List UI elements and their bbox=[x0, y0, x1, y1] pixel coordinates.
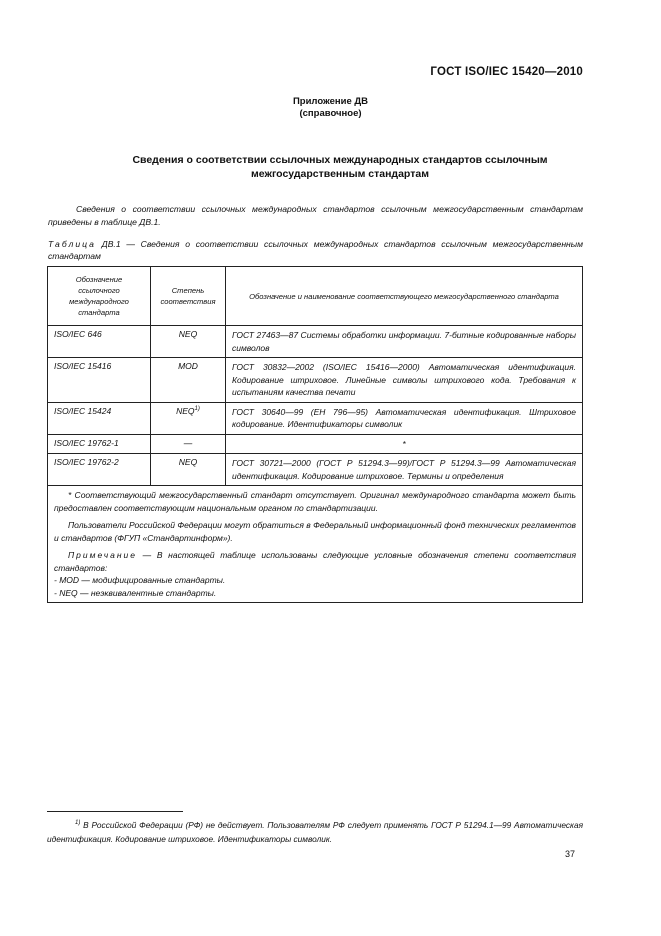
table-caption-text: ДВ.1 — Сведения о соответствии ссылочных международных стандартов ссылочным межгосударственным стандартам bbox=[48, 239, 583, 261]
table-caption-prefix: Таблица bbox=[48, 239, 96, 249]
note-remark bbox=[54, 549, 576, 574]
note-mod: - MOD — модифицированные стандарты. bbox=[54, 575, 226, 585]
footnote-ref-marker: 1) bbox=[194, 405, 200, 412]
cell-degree bbox=[151, 434, 226, 454]
cell-standard: * bbox=[226, 434, 583, 454]
table-notes-row bbox=[48, 486, 583, 603]
cell-ref: ISO/IEC 15424 bbox=[48, 402, 151, 434]
cell-standard: ГОСТ 27463—87 Системы обработки информации. 7-битные кодированные наборы символов bbox=[226, 326, 583, 358]
degree-value: NEQ bbox=[178, 457, 198, 467]
standards-table bbox=[47, 266, 583, 603]
section-title-line1: Сведения о соответствии ссылочных международных стандартов ссылочным bbox=[132, 154, 548, 166]
footnote-marker: 1) bbox=[75, 820, 81, 826]
table-row bbox=[48, 358, 583, 403]
document-standard-header: ГОСТ ISO/IEC 15420—2010 bbox=[430, 66, 583, 78]
table-notes bbox=[48, 486, 583, 603]
header-standard: Обозначение и наименование соответствующего межгосударственного стандарта bbox=[226, 267, 583, 326]
table-row bbox=[48, 454, 583, 486]
degree-value: — bbox=[183, 437, 193, 448]
degree-value: NEQ bbox=[176, 405, 195, 416]
table-row bbox=[48, 434, 583, 454]
page-number: 37 bbox=[564, 849, 575, 859]
cell-ref: ISO/IEC 19762-1 bbox=[48, 434, 151, 454]
table-row bbox=[48, 402, 583, 434]
cell-standard: ГОСТ 30640—99 (ЕН 796—95) Автоматическая идентификация. Штриховое кодирование. Идентификаторы символик bbox=[226, 402, 583, 434]
section-title-line2: межгосударственным стандартам bbox=[251, 168, 429, 180]
table-header-row bbox=[48, 267, 583, 326]
table-row bbox=[48, 326, 583, 358]
footnote bbox=[47, 816, 583, 846]
footnote-divider bbox=[47, 811, 183, 812]
cell-ref: ISO/IEC 19762-2 bbox=[48, 454, 151, 486]
cell-degree bbox=[151, 402, 226, 434]
note-star: * Соответствующий межгосударственный стандарт отсутствует. Оригинал международного стандарта может быть предоставлен соответствующим национальным органом по стандартизации. bbox=[54, 490, 576, 513]
cell-degree bbox=[151, 454, 226, 486]
cell-ref: ISO/IEC 15416 bbox=[48, 358, 151, 403]
table-caption bbox=[48, 238, 583, 262]
header-ref: Обозначение ссылочного международного стандарта bbox=[48, 267, 151, 326]
cell-standard: ГОСТ 30832—2002 (ISO/IEC 15416—2000) Автоматическая идентификация. Кодирование штриховое. Линейные символы штрихового кода. Требования к испытаниям качества печати bbox=[226, 358, 583, 403]
cell-degree bbox=[151, 326, 226, 358]
note-neq: - NEQ — неэквивалентные стандарты. bbox=[54, 587, 217, 598]
cell-degree bbox=[151, 358, 226, 403]
section-title bbox=[60, 153, 620, 181]
header-degree: Степень соответствия bbox=[151, 267, 226, 326]
note-remark-prefix: Примечание bbox=[68, 550, 137, 560]
cell-ref: ISO/IEC 646 bbox=[48, 326, 151, 358]
note-users: Пользователи Российской Федерации могут обратиться в Федеральный информационный фонд технических регламентов и стандартов (ФГУП «Стандартинформ»). bbox=[54, 520, 576, 543]
cell-standard: ГОСТ 30721—2000 (ГОСТ Р 51294.3—99)/ГОСТ Р 51294.3—99 Автоматическая идентификация. Кодирование штриховое. Термины и определения bbox=[226, 454, 583, 486]
appendix-note: (справочное) bbox=[299, 108, 362, 119]
degree-value: NEQ bbox=[178, 329, 198, 339]
footnote-text: В Российской Федерации (РФ) не действует. Пользователям РФ следует применять ГОСТ Р 51294.1—99 Автоматическая идентификация. Кодирование штриховое. Идентификаторы символик. bbox=[47, 819, 583, 844]
intro-paragraph: Сведения о соответствии ссылочных международных стандартов ссылочным межгосударственным стандартам приведены в таблице ДВ.1. bbox=[48, 204, 583, 227]
appendix-label: Приложение ДВ bbox=[292, 96, 369, 107]
note-remark-text: — В настоящей таблице использованы следующие условные обозначения степени соответствия стандартов: bbox=[54, 550, 576, 573]
degree-value: MOD bbox=[178, 361, 198, 371]
